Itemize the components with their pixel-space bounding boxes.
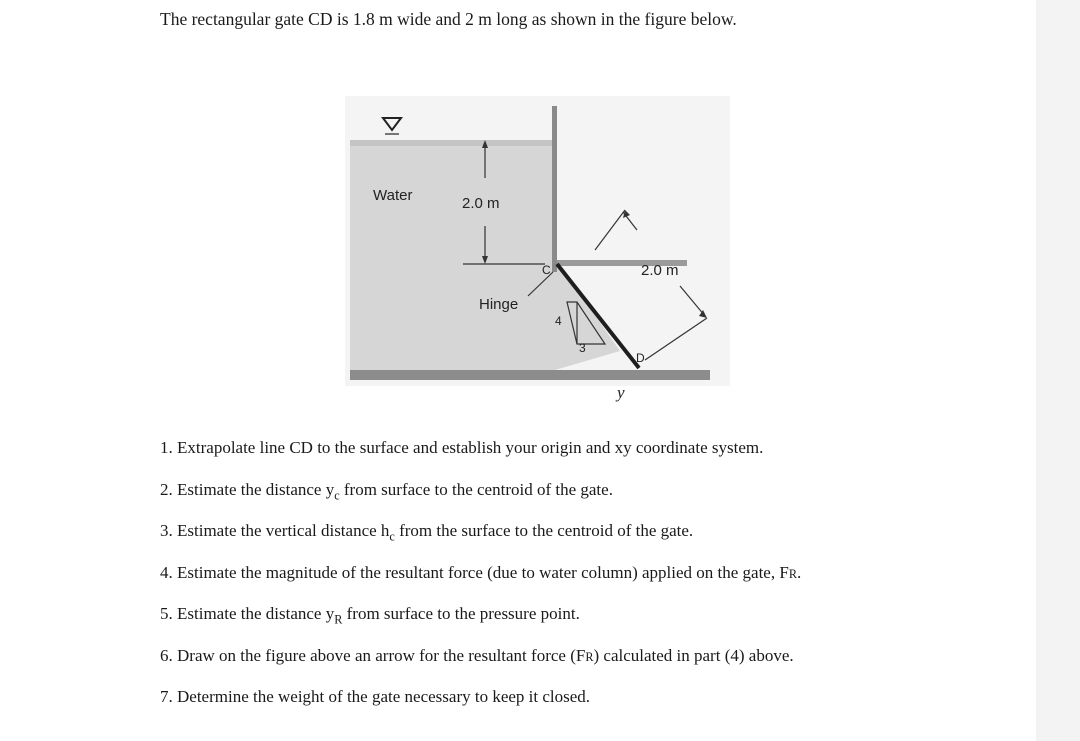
question-item: 2. Estimate the distance $y_c$ from surface to the centroid of the gate. [160, 479, 613, 502]
free-surface [350, 140, 555, 146]
bottom-floor [350, 370, 710, 380]
depth-label: 2.0 m [462, 195, 500, 212]
water-region [350, 142, 555, 370]
question-item: 5. Estimate the distance $y_R$ from surface to the pressure point. [160, 604, 580, 627]
gate-diagram [345, 96, 730, 406]
gate-length-label: 2.0 m [641, 262, 679, 279]
water-label: Water [373, 187, 413, 204]
hinge-label: Hinge [479, 296, 519, 313]
gate-figure [345, 96, 730, 406]
question-item: 3. Estimate the vertical distance $h_c$ from the surface to the centroid of the gate. [160, 521, 694, 544]
question-item: 7. Determine the weight of the gate necessary to keep it closed. [160, 687, 591, 706]
question-item: 4. Estimate the magnitude of the resultant force (due to water column) applied on the gate, FR. [160, 562, 802, 582]
question-item: 6. Draw on the figure above an arrow for the resultant force (FR) calculated in part (4) above. [160, 645, 794, 665]
question-item: 1. Extrapolate line CD to the surface and establish your origin and xy coordinate system. [160, 438, 764, 457]
axis-y-label: y [617, 383, 625, 402]
problem-statement: The rectangular gate CD is 1.8 m wide and 2 m long as shown in the figure below. [160, 9, 737, 29]
point-d-label: D [636, 351, 645, 365]
slope-run-label: 3 [579, 341, 586, 355]
vertical-wall [552, 106, 557, 272]
slope-rise-label: 4 [555, 314, 562, 328]
point-c-label: C [542, 263, 551, 277]
question-list [160, 438, 801, 729]
